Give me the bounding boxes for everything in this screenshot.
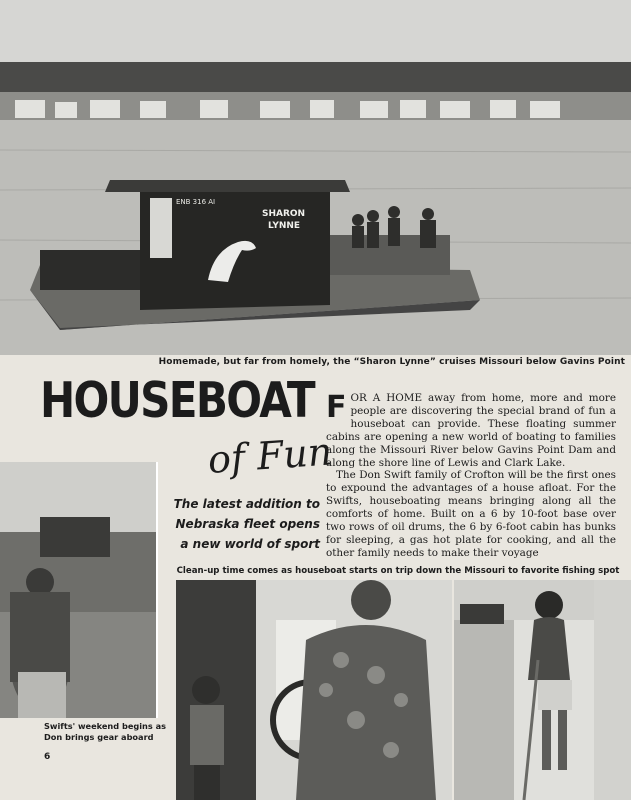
bottom-photos-caption: Clean-up time comes as houseboat starts on trip down the Missouri to favorite fishing spot bbox=[176, 566, 620, 576]
article-title: HOUSEBOAT bbox=[40, 372, 314, 429]
deck-line: a new world of sport bbox=[180, 537, 320, 551]
drop-cap: F bbox=[326, 392, 347, 425]
paragraph: The Don Swift family of Crofton will be the first ones to expound the advantages of a house afloat. For the Swifts, houseboating means bringing along all the comforts of home. Built on a 6 by 10-foot base over two rows of oil drums, the 6 by 6-foot cabin has bunks for sleeping, a gas hot plate for cooking, and all the other family needs to make their voyage bbox=[326, 469, 616, 559]
caption-line: Swifts' weekend begins as bbox=[44, 721, 166, 731]
article-body bbox=[326, 392, 616, 574]
hull-number: ENB 316 AI bbox=[176, 198, 216, 206]
deck-line: Nebraska fleet opens bbox=[175, 517, 320, 531]
boat-name-line1: SHARON bbox=[262, 209, 306, 219]
page-number: 6 bbox=[44, 752, 51, 762]
houseboat-photo bbox=[0, 0, 631, 355]
deck-line: The latest addition to bbox=[173, 497, 320, 511]
paragraph: OR A HOME away from home, more and more people are discovering the special brand of fun a houseboat can provide. These floating summer cabins are opening a new world of boating to families along the Missouri River below Gavins Point Dam and along the shore line of Lewis and Clark Lake. bbox=[326, 392, 616, 469]
cleanup-photo-man bbox=[176, 580, 452, 800]
left-photo-caption bbox=[44, 721, 174, 743]
top-photo-caption: Homemade, but far from homely, the “Sharon Lynne” cruises Missouri below Gavins Point bbox=[158, 357, 625, 367]
article-title-script: of Fun bbox=[206, 429, 334, 482]
boat-name-line2: LYNNE bbox=[268, 221, 301, 231]
article-deck bbox=[170, 494, 320, 554]
gear-aboard-photo bbox=[0, 462, 158, 718]
caption-line: Don brings gear aboard bbox=[44, 732, 154, 742]
cleanup-photo-girl bbox=[454, 580, 631, 800]
